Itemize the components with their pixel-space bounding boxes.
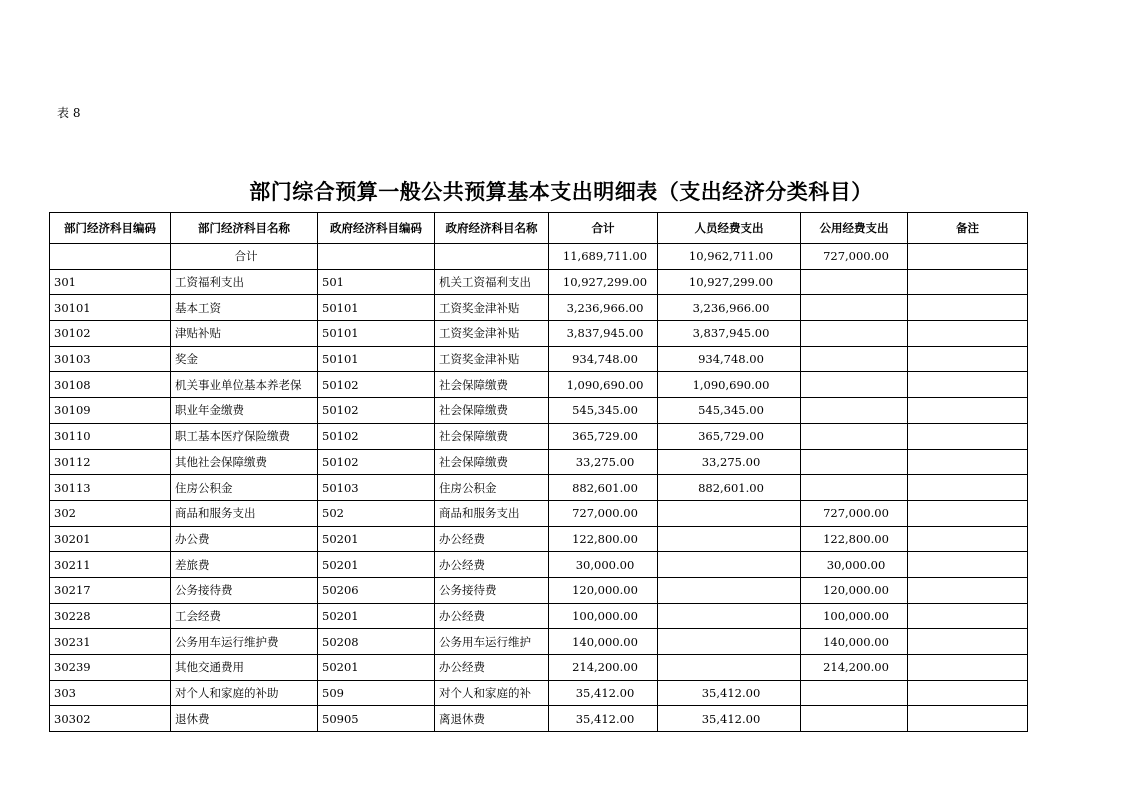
cell-public: 140,000.00: [801, 629, 908, 655]
cell-dept-code: 30102: [50, 321, 171, 347]
cell-public: 30,000.00: [801, 552, 908, 578]
header-dept-name: 部门经济科目名称: [171, 213, 318, 244]
cell-dept-name: 合计: [171, 244, 318, 270]
cell-gov-code: 50208: [318, 629, 435, 655]
cell-dept-name: 基本工资: [171, 295, 318, 321]
header-personnel: 人员经费支出: [658, 213, 801, 244]
total-row: [50, 244, 1028, 270]
cell-dept-code: 30108: [50, 372, 171, 398]
cell-gov-code: 50101: [318, 321, 435, 347]
cell-gov-code: 509: [318, 680, 435, 706]
header-public: 公用经费支出: [801, 213, 908, 244]
cell-gov-name: 工资奖金津补贴: [435, 346, 549, 372]
cell-dept-code: 30228: [50, 603, 171, 629]
cell-personnel: 882,601.00: [658, 475, 801, 501]
cell-personnel: 33,275.00: [658, 449, 801, 475]
cell-remarks: [908, 321, 1028, 347]
table-row: [50, 706, 1028, 732]
cell-public: [801, 398, 908, 424]
table-row: [50, 500, 1028, 526]
cell-gov-name: 社会保障缴费: [435, 398, 549, 424]
cell-personnel: 3,837,945.00: [658, 321, 801, 347]
cell-remarks: [908, 423, 1028, 449]
cell-personnel: [658, 526, 801, 552]
cell-remarks: [908, 346, 1028, 372]
cell-gov-name: 社会保障缴费: [435, 372, 549, 398]
cell-gov-name: 对个人和家庭的补: [435, 680, 549, 706]
cell-dept-name: 职业年金缴费: [171, 398, 318, 424]
table-row: [50, 526, 1028, 552]
cell-dept-code: 30211: [50, 552, 171, 578]
cell-gov-code: 50201: [318, 655, 435, 681]
cell-gov-name: 办公经费: [435, 655, 549, 681]
cell-gov-name: 公务接待费: [435, 577, 549, 603]
cell-gov-name: 离退休费: [435, 706, 549, 732]
cell-gov-name: 工资奖金津补贴: [435, 295, 549, 321]
cell-personnel: [658, 500, 801, 526]
cell-public: 214,200.00: [801, 655, 908, 681]
cell-remarks: [908, 244, 1028, 270]
cell-dept-code: 30217: [50, 577, 171, 603]
cell-remarks: [908, 603, 1028, 629]
cell-dept-code: 30239: [50, 655, 171, 681]
cell-dept-code: 30103: [50, 346, 171, 372]
cell-dept-name: 对个人和家庭的补助: [171, 680, 318, 706]
cell-total: 3,837,945.00: [549, 321, 658, 347]
cell-remarks: [908, 629, 1028, 655]
cell-total: 214,200.00: [549, 655, 658, 681]
cell-public: [801, 372, 908, 398]
cell-gov-code: 50102: [318, 398, 435, 424]
cell-public: [801, 475, 908, 501]
table-row: [50, 655, 1028, 681]
cell-gov-code: 50102: [318, 372, 435, 398]
cell-dept-code: 301: [50, 269, 171, 295]
cell-public: [801, 321, 908, 347]
cell-gov-code: [318, 244, 435, 270]
cell-dept-name: 奖金: [171, 346, 318, 372]
cell-remarks: [908, 655, 1028, 681]
table-row: [50, 295, 1028, 321]
cell-total: 35,412.00: [549, 680, 658, 706]
table-row: [50, 552, 1028, 578]
cell-remarks: [908, 680, 1028, 706]
table-row: [50, 321, 1028, 347]
cell-public: 122,800.00: [801, 526, 908, 552]
page-title: 部门综合预算一般公共预算基本支出明细表（支出经济分类科目）: [249, 180, 873, 204]
cell-gov-code: 50905: [318, 706, 435, 732]
cell-gov-code: 50201: [318, 552, 435, 578]
cell-gov-name: 机关工资福利支出: [435, 269, 549, 295]
cell-personnel: 35,412.00: [658, 680, 801, 706]
table-row: [50, 449, 1028, 475]
cell-gov-code: 502: [318, 500, 435, 526]
cell-gov-name: 社会保障缴费: [435, 423, 549, 449]
cell-dept-name: 办公费: [171, 526, 318, 552]
cell-gov-code: 50206: [318, 577, 435, 603]
cell-dept-name: 住房公积金: [171, 475, 318, 501]
cell-dept-name: 商品和服务支出: [171, 500, 318, 526]
cell-total: 33,275.00: [549, 449, 658, 475]
cell-remarks: [908, 577, 1028, 603]
cell-public: [801, 346, 908, 372]
cell-total: 35,412.00: [549, 706, 658, 732]
cell-personnel: [658, 629, 801, 655]
cell-total: 727,000.00: [549, 500, 658, 526]
cell-remarks: [908, 269, 1028, 295]
cell-remarks: [908, 398, 1028, 424]
cell-personnel: [658, 655, 801, 681]
cell-personnel: 934,748.00: [658, 346, 801, 372]
cell-gov-code: 50102: [318, 449, 435, 475]
cell-dept-code: 30109: [50, 398, 171, 424]
table-row: [50, 603, 1028, 629]
cell-total: 30,000.00: [549, 552, 658, 578]
table-row: [50, 423, 1028, 449]
cell-dept-code: 303: [50, 680, 171, 706]
table-row: [50, 269, 1028, 295]
cell-gov-name: 办公经费: [435, 603, 549, 629]
cell-total: 100,000.00: [549, 603, 658, 629]
cell-dept-name: 公务接待费: [171, 577, 318, 603]
table-row: [50, 398, 1028, 424]
cell-total: 882,601.00: [549, 475, 658, 501]
cell-personnel: [658, 603, 801, 629]
cell-remarks: [908, 526, 1028, 552]
cell-personnel: 35,412.00: [658, 706, 801, 732]
table-row: [50, 680, 1028, 706]
cell-public: [801, 449, 908, 475]
cell-dept-code: 30110: [50, 423, 171, 449]
cell-dept-name: 其他社会保障缴费: [171, 449, 318, 475]
cell-public: [801, 269, 908, 295]
cell-personnel: 10,927,299.00: [658, 269, 801, 295]
cell-gov-code: 50103: [318, 475, 435, 501]
table-body: [50, 244, 1028, 732]
cell-dept-name: 差旅费: [171, 552, 318, 578]
cell-personnel: 545,345.00: [658, 398, 801, 424]
cell-dept-code: 30231: [50, 629, 171, 655]
cell-total: 1,090,690.00: [549, 372, 658, 398]
cell-dept-code: 30112: [50, 449, 171, 475]
cell-remarks: [908, 372, 1028, 398]
cell-gov-code: 50201: [318, 526, 435, 552]
cell-public: 100,000.00: [801, 603, 908, 629]
cell-remarks: [908, 295, 1028, 321]
header-dept-code: 部门经济科目编码: [50, 213, 171, 244]
cell-gov-name: 社会保障缴费: [435, 449, 549, 475]
cell-gov-name: 办公经费: [435, 552, 549, 578]
cell-total: 140,000.00: [549, 629, 658, 655]
cell-gov-name: [435, 244, 549, 270]
cell-gov-code: 501: [318, 269, 435, 295]
table-row: [50, 346, 1028, 372]
cell-gov-code: 50101: [318, 346, 435, 372]
cell-dept-code: 30302: [50, 706, 171, 732]
cell-dept-name: 工会经费: [171, 603, 318, 629]
cell-remarks: [908, 500, 1028, 526]
cell-public: [801, 680, 908, 706]
cell-total: 122,800.00: [549, 526, 658, 552]
cell-dept-name: 职工基本医疗保险缴费: [171, 423, 318, 449]
table-row: [50, 372, 1028, 398]
cell-dept-code: 302: [50, 500, 171, 526]
cell-gov-code: 50201: [318, 603, 435, 629]
cell-public: 727,000.00: [801, 500, 908, 526]
cell-gov-code: 50101: [318, 295, 435, 321]
header-row: [50, 213, 1028, 244]
cell-public: [801, 295, 908, 321]
cell-dept-code: 30201: [50, 526, 171, 552]
expenditure-detail-table: [49, 212, 1028, 732]
cell-dept-name: 工资福利支出: [171, 269, 318, 295]
cell-gov-code: 50102: [318, 423, 435, 449]
header-total: 合计: [549, 213, 658, 244]
table-row: [50, 629, 1028, 655]
cell-gov-name: 办公经费: [435, 526, 549, 552]
table-row: [50, 475, 1028, 501]
cell-dept-code: 30101: [50, 295, 171, 321]
cell-gov-name: 工资奖金津补贴: [435, 321, 549, 347]
cell-personnel: 3,236,966.00: [658, 295, 801, 321]
cell-total: 10,927,299.00: [549, 269, 658, 295]
cell-dept-name: 其他交通费用: [171, 655, 318, 681]
cell-remarks: [908, 449, 1028, 475]
cell-total: 120,000.00: [549, 577, 658, 603]
cell-personnel: 10,962,711.00: [658, 244, 801, 270]
cell-public: 120,000.00: [801, 577, 908, 603]
cell-public: [801, 706, 908, 732]
cell-dept-name: 退休费: [171, 706, 318, 732]
cell-total: 934,748.00: [549, 346, 658, 372]
cell-public: [801, 423, 908, 449]
cell-dept-code: [50, 244, 171, 270]
cell-total: 3,236,966.00: [549, 295, 658, 321]
cell-remarks: [908, 475, 1028, 501]
cell-total: 365,729.00: [549, 423, 658, 449]
cell-gov-name: 住房公积金: [435, 475, 549, 501]
cell-dept-name: 津贴补贴: [171, 321, 318, 347]
table-number-label: 表 8: [57, 106, 81, 120]
cell-dept-name: 公务用车运行维护费: [171, 629, 318, 655]
cell-total: 545,345.00: [549, 398, 658, 424]
cell-public: 727,000.00: [801, 244, 908, 270]
cell-gov-name: 商品和服务支出: [435, 500, 549, 526]
cell-personnel: 1,090,690.00: [658, 372, 801, 398]
cell-personnel: [658, 577, 801, 603]
cell-personnel: 365,729.00: [658, 423, 801, 449]
cell-gov-name: 公务用车运行维护: [435, 629, 549, 655]
header-gov-name: 政府经济科目名称: [435, 213, 549, 244]
cell-dept-code: 30113: [50, 475, 171, 501]
cell-remarks: [908, 552, 1028, 578]
cell-remarks: [908, 706, 1028, 732]
cell-dept-name: 机关事业单位基本养老保: [171, 372, 318, 398]
table-row: [50, 577, 1028, 603]
header-remarks: 备注: [908, 213, 1028, 244]
cell-total: 11,689,711.00: [549, 244, 658, 270]
cell-personnel: [658, 552, 801, 578]
header-gov-code: 政府经济科目编码: [318, 213, 435, 244]
